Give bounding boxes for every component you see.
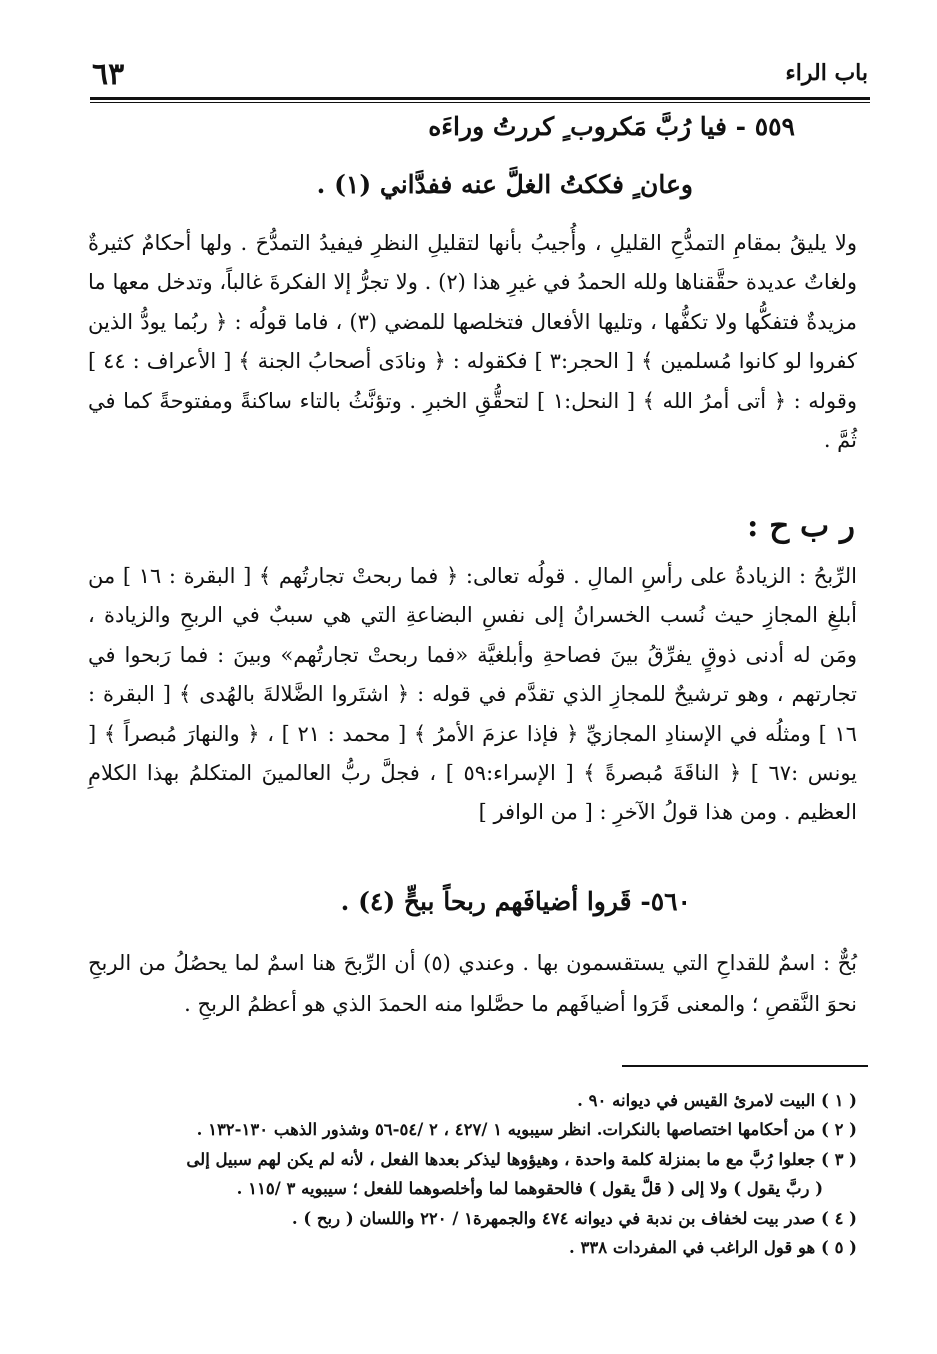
page-number: ٦٣ <box>92 57 125 92</box>
footnote-4: ( ٤ ) صدر بيت لخفاف بن ندبة في ديوانه ٤٧٤ والجمهرة١ / ٢٢٠ واللسان ( ربح ) . <box>291 1208 857 1228</box>
footnote-3: ( ٣ ) جعلوا رُبَّ مع ما بمنزلة كلمة واحدة ، وهيؤوها ليذكر بعدها الفعل ، لأنه لم يكن لهم سبيل إلى <box>186 1149 857 1169</box>
section-heading-rbh: ر ب ح : <box>747 508 855 544</box>
header-rule <box>90 97 870 103</box>
page-header <box>92 50 868 94</box>
footnote-rule <box>622 1065 868 1067</box>
footnote-2: ( ٢ ) من أحكامها اختصاصها بالنكرات. انظر سيبويه ١ /٤٢٧ ، ٢ /٥٤-٥٦ وشذور الذهب ١٣٠-١٣٢ . <box>196 1120 857 1140</box>
footnote-5: ( ٥ ) هو قول الراغب في المفردات ٣٣٨ . <box>568 1238 857 1258</box>
footnote-1: ( ١ ) البيت لامرئ القيس في ديوانه ٩٠ . <box>577 1091 857 1110</box>
verse-559-line1: ٥٥٩ - فيا رُبَّ مَكروب ٍ كررتُ وراءَه <box>428 112 795 141</box>
footnotes <box>80 1086 857 1262</box>
footnote-3-continuation: ( ربَّ يقول ) ولا إلى ( قلَّ يقول ) فالحقوهما لما وأخلصوهما للفعل ؛ سيبويه ٣ /١١٥ . <box>236 1179 823 1199</box>
verse-559-line2: وعان ٍ فككتُ الغلَّ عنه ففدَّاني (١) . <box>316 170 693 199</box>
chapter-title: باب الراء <box>785 60 868 86</box>
paragraph-rubba: ولا يليقُ بمقامِ التمدُّحِ القليلِ ، وأُجيبُ بأنها لتقليلِ النظرِ فيفيدُ التمدُّحَ . ولها أحكامٌ كثيرةٌ ولغاتٌ عديدة حقَّقناها ولله الحمدُ في غيرِ هذا (٢) . ولا تجرُّ إلا الفكرةَ غالباً، وتدخل معها ما مزيدةٌ فتفكُّها ولا تكفُّها ، وتليها الأفعال فتخلصها للمضي (٣) ، فاما قولُه : ﴿ ربُما يودُّ الذين كفروا لو كانوا مُسلمين ﴾ [ الحجر:٣ ] فكقوله : ﴿ ونادَى أصحابُ الجنة ﴾ [ الأعراف : ٤٤ ] وقوله : ﴿ أتى أمرُ الله ﴾ [ النحل:١ ] لتحقُّقِ الخبرِ . وتؤنَّثُ بالتاء ساكنةً ومفتوحةً كما في ثُمَّ . <box>88 231 857 453</box>
paragraph-ribh: الرِّبحُ : الزيادةُ على رأسِ المالِ . قولُه تعالى: ﴿ فما ربحتْ تجارتُهم ﴾ [ البقرة : ١٦ ] من أبلغِ المجازِ حيث نُسب الخسرانُ إلى نفسِ البضاعةِ التي هي سببٌ في الربحِ والزيادة ، ومَن له أدنى ذوقٍ يفرِّقُ بينَ فصاحةِ وأبلغيَّة «فما ربحتْ تجارتُهم» وبينَ : فما رَبحوا في تجارتهم ، وهو ترشيحٌ للمجازِ الذي تقدَّم في قوله : ﴿ اشتَروا الضَّلالةَ بالهُدى ﴾ [ البقرة : ١٦ ] ومثلُه في الإسنادِ المجازيِّ ﴿ فإذا عزمَ الأمرُ ﴾ [ محمد : ٢١ ] ، ﴿ والنهارَ مُبصراً ﴾ [ يونس :٦٧ ] ﴿ الناقَةَ مُبصرةً ﴾ [ الإسراء:٥٩ ] ، فجلَّ ربُّ العالمينَ المتكلمُ بهذا الكلامِ العظيم . ومن هذا قولُ الآخرِ : [ من الوافر ] <box>88 564 858 825</box>
paragraph-buhh: بُحٌّ : اسمٌ للقداحِ التي يستقسمون بها . وعندي (٥) أن الرِّبحَ هنا اسمٌ لما يحصُلُ من الربحِ نحوَ النَّقصِ ؛ والمعنى قَرَوا أضيافَهم ما حصَّلوا منه الحمدَ الذي هو أعظمُ الربحِ . <box>88 951 857 1016</box>
verse-560: ٥٦٠- قَروا أضيافَهم ربحاً ببحٍّ (٤) . <box>340 887 691 916</box>
